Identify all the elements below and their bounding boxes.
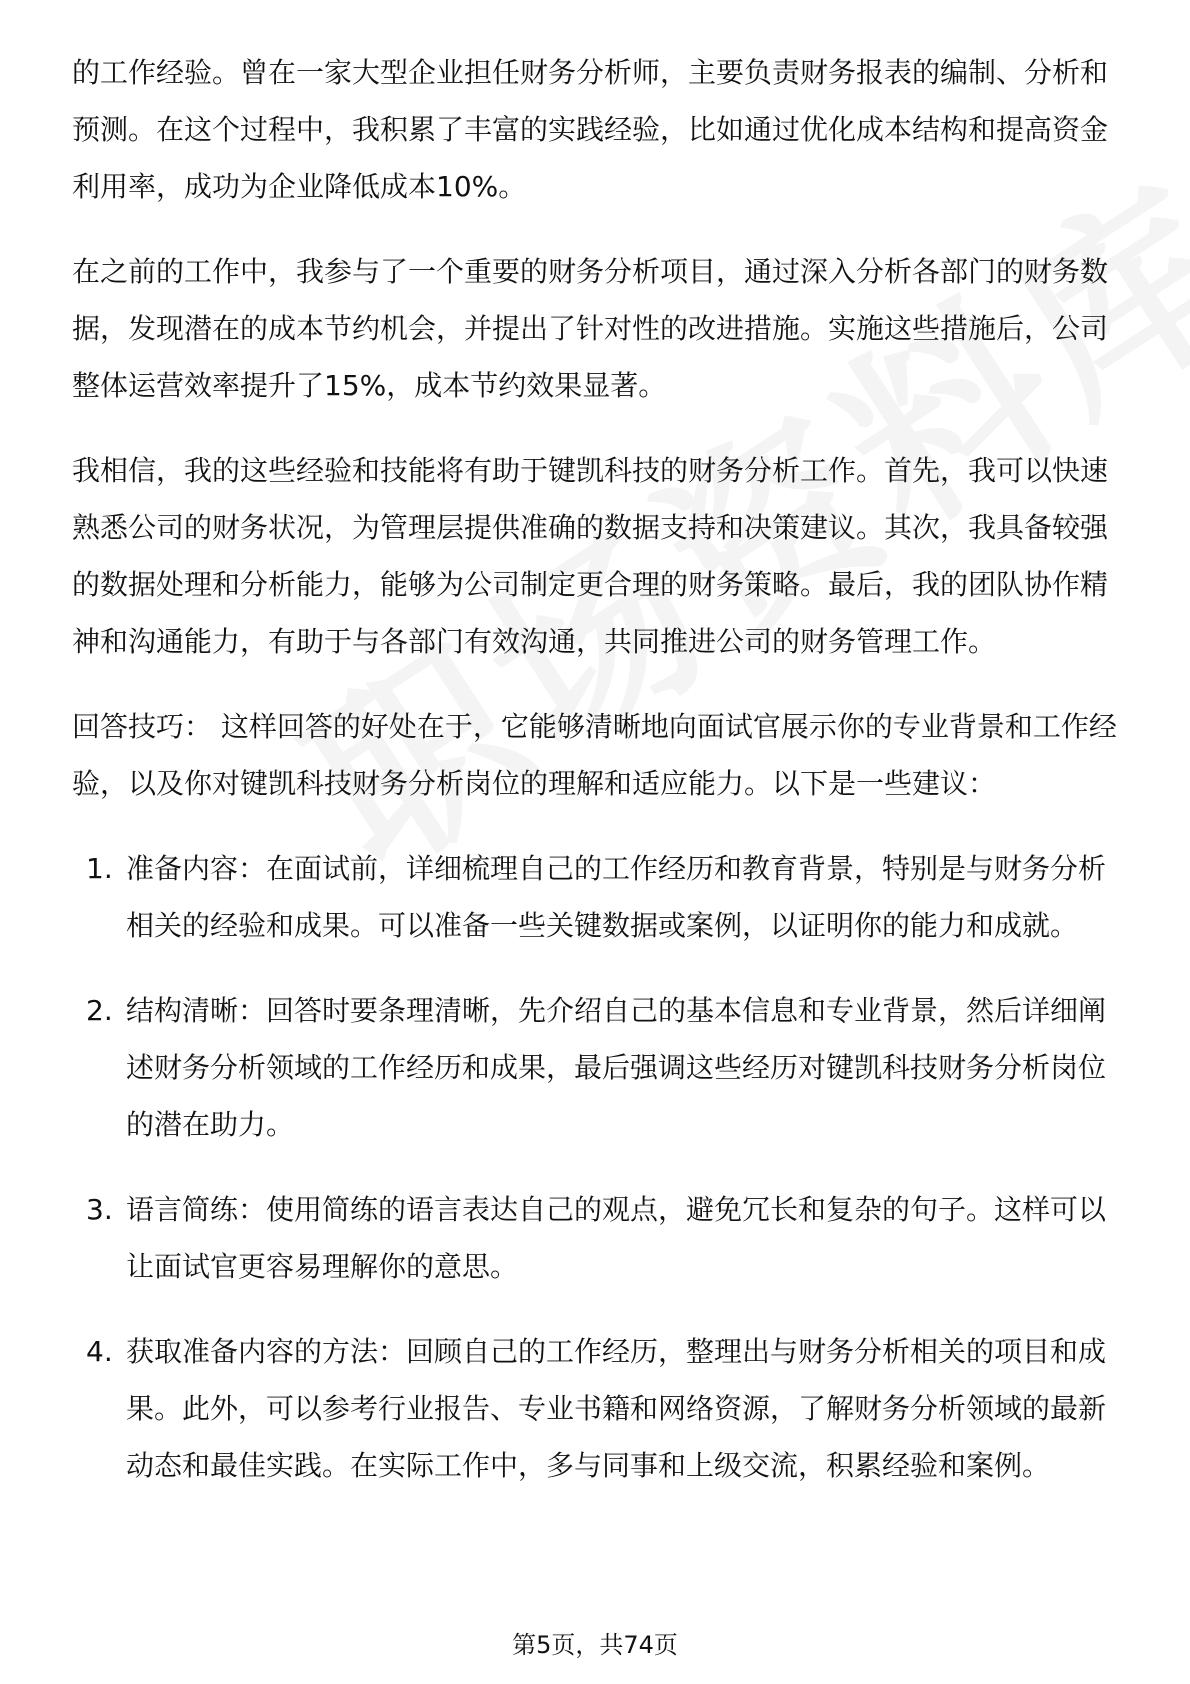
- list-item: [72, 1323, 1132, 1494]
- list-item-number: 4.: [86, 1335, 113, 1368]
- list-item: [72, 840, 1132, 954]
- list-item-text: 准备内容：在面试前，详细梳理自己的工作经历和教育背景，特别是与财务分析相关的经验和成果。可以准备一些关键数据或案例，以证明你的能力和成就。: [126, 852, 1107, 942]
- paragraph-work-experience: 的工作经验。曾在一家大型企业担任财务分析师，主要负责财务报表的编制、分析和预测。在这个过程中，我积累了丰富的实践经验，比如通过优化成本结构和提高资金利用率，成功为企业降低成本10%。: [72, 56, 1109, 203]
- list-item: [72, 982, 1132, 1153]
- tips-list: [72, 840, 1132, 1494]
- list-item-number: 1.: [86, 852, 113, 885]
- list-item: [72, 1181, 1132, 1295]
- list-item-text: 获取准备内容的方法：回顾自己的工作经历，整理出与财务分析相关的项目和成果。此外，可以参考行业报告、专业书籍和网络资源，了解财务分析领域的最新动态和最佳实践。在实际工作中，多与同事和上级交流，积累经验和案例。: [126, 1335, 1107, 1482]
- list-item-number: 2.: [86, 994, 113, 1027]
- paragraph-project: 在之前的工作中，我参与了一个重要的财务分析项目，通过深入分析各部门的财务数据，发现潜在的成本节约机会，并提出了针对性的改进措施。实施这些措施后，公司整体运营效率提升了15%，成本节约效果显著。: [72, 255, 1109, 402]
- list-item-text: 结构清晰：回答时要条理清晰，先介绍自己的基本信息和专业背景，然后详细阐述财务分析领域的工作经历和成果，最后强调这些经历对键凯科技财务分析岗位的潜在助力。: [126, 994, 1107, 1141]
- document-body: [72, 44, 1132, 1522]
- paragraph-skills: 我相信，我的这些经验和技能将有助于键凯科技的财务分析工作。首先，我可以快速熟悉公司的财务状况，为管理层提供准确的数据支持和决策建议。其次，我具备较强的数据处理和分析能力，能够为公司制定更合理的财务策略。最后，我的团队协作精神和沟通能力，有助于与各部门有效沟通，共同推进公司的财务管理工作。: [72, 454, 1109, 658]
- page-number: 第5页，共74页: [512, 1631, 678, 1659]
- list-item-text: 语言简练：使用简练的语言表达自己的观点，避免冗长和复杂的句子。这样可以让面试官更容易理解你的意思。: [126, 1193, 1107, 1283]
- list-item-number: 3.: [86, 1193, 113, 1226]
- paragraph-answer-tips: 回答技巧： 这样回答的好处在于，它能够清晰地向面试官展示你的专业背景和工作经验，以及你对键凯科技财务分析岗位的理解和适应能力。以下是一些建议：: [72, 710, 1117, 800]
